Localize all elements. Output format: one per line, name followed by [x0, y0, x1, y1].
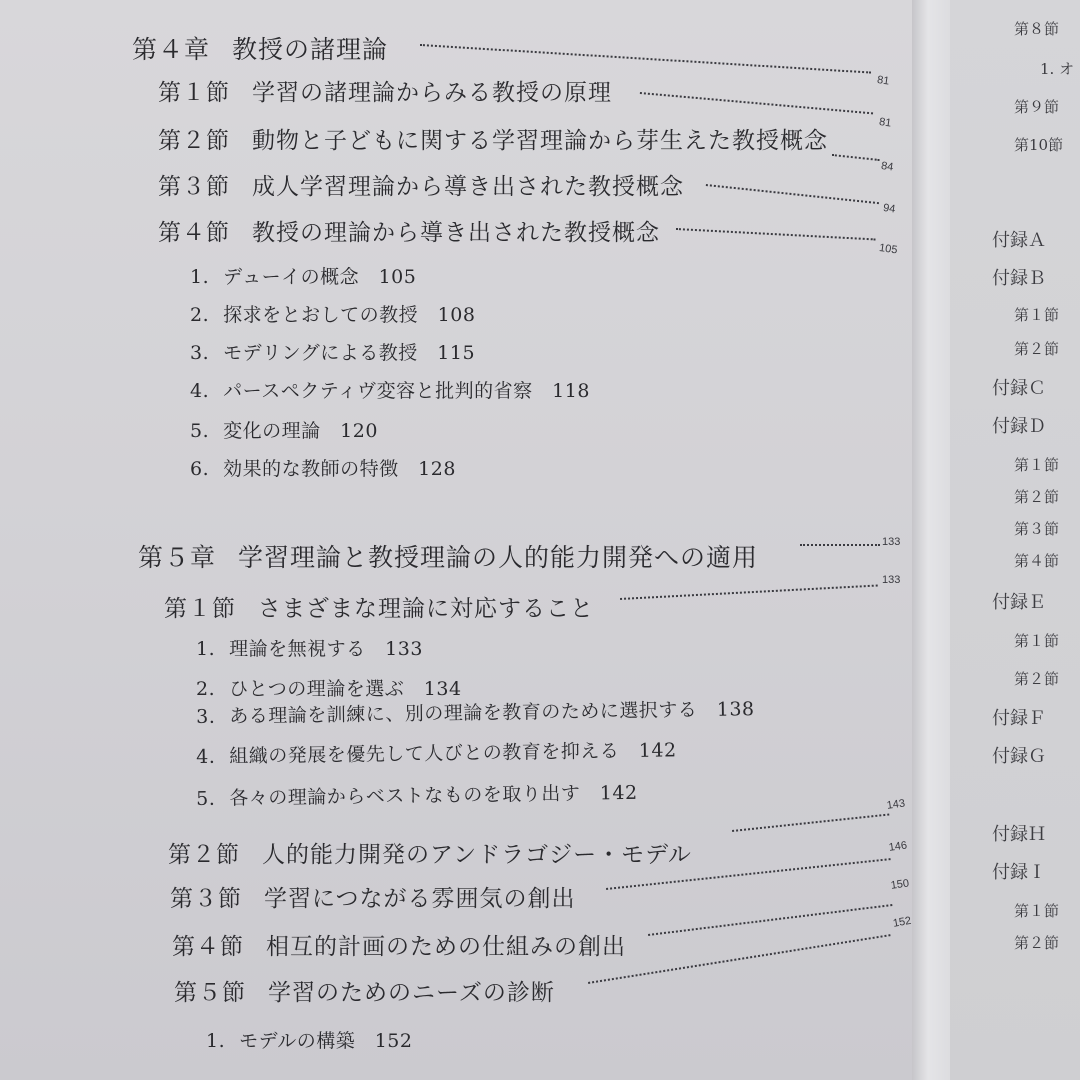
right-entry: 第１節	[1014, 902, 1060, 920]
chapter-4-heading	[132, 30, 388, 66]
right-entry: 第２節	[1014, 488, 1060, 506]
right-entry: 付録Ｆ	[992, 708, 1046, 729]
list-item	[196, 634, 423, 661]
right-entry: 付録Ａ	[992, 230, 1046, 251]
item-number: 6.	[190, 458, 210, 480]
right-entry: 第８節	[1014, 20, 1060, 38]
ch5-section-5	[174, 974, 555, 1007]
item-text: 変化の理論 120	[223, 420, 378, 442]
item-text: 理論を無視する 133	[229, 638, 423, 660]
page-number: 152	[892, 914, 913, 930]
list-item	[190, 338, 475, 365]
section-title: 動物と子どもに関する学習理論から芽生えた教授概念	[252, 128, 828, 154]
ch4-section-3	[158, 168, 684, 201]
ch4-section-2	[158, 122, 828, 155]
ch4-section-1	[158, 74, 612, 107]
item-number: 3.	[190, 342, 210, 364]
list-item	[190, 454, 456, 481]
section-label: 第３節	[170, 886, 242, 912]
list-item	[196, 674, 462, 701]
right-entry: 付録Ｃ	[992, 378, 1046, 399]
dot-leader	[832, 154, 880, 161]
chapter-5-title: 学習理論と教授理論の人的能力開発への適用	[238, 543, 759, 572]
item-text: モデリングによる教授 115	[223, 342, 476, 364]
section-title: 相互的計画のための仕組みの創出	[266, 934, 626, 960]
right-entry: 付録Ｄ	[992, 416, 1046, 437]
right-entry: 付録Ｇ	[992, 746, 1046, 767]
list-item	[190, 300, 475, 327]
item-text: ある理論を訓練に、別の理論を教育のために選択する 138	[229, 698, 755, 728]
section-title: 人的能力開発のアンドラゴジー・モデル	[262, 842, 692, 868]
right-page	[950, 0, 1080, 1080]
book-gutter	[912, 0, 952, 1080]
section-title: さまざまな理論に対応すること	[258, 596, 594, 622]
section-label: 第２節	[158, 128, 230, 154]
dot-leader	[588, 934, 891, 984]
dot-leader	[620, 584, 878, 599]
right-entry: 第４節	[1014, 552, 1060, 570]
item-number: 1.	[206, 1030, 226, 1052]
page-number: 105	[878, 242, 899, 257]
item-text: 各々の理論からベストなものを取り出す 142	[229, 781, 638, 810]
section-title: 成人学習理論から導き出された教授概念	[252, 174, 684, 200]
dot-leader	[420, 44, 871, 74]
dot-leader	[706, 184, 879, 204]
page-number: 84	[880, 160, 895, 174]
chapter-5-heading	[138, 538, 758, 574]
right-entry: 第１節	[1014, 306, 1060, 324]
dot-leader	[732, 813, 889, 832]
right-entry: 付録Ｉ	[992, 862, 1046, 883]
item-number: 1.	[190, 266, 210, 288]
right-entry: 第３節	[1014, 520, 1060, 538]
item-number: 4.	[196, 745, 216, 768]
item-number: 1.	[196, 638, 216, 660]
item-number: 2.	[190, 304, 210, 326]
list-item	[190, 416, 378, 443]
section-title: 学習につながる雰囲気の創出	[264, 886, 576, 912]
page-number: 81	[876, 74, 891, 88]
list-item	[196, 735, 677, 769]
right-entry: 第２節	[1014, 340, 1060, 358]
list-item	[206, 1026, 412, 1053]
chapter-5-label: 第５章	[138, 543, 217, 572]
page-number: 143	[886, 797, 906, 812]
dot-leader	[800, 544, 880, 546]
section-label: 第２節	[168, 842, 240, 868]
chapter-4-label: 第４章	[132, 35, 211, 64]
page-number: 146	[888, 839, 908, 854]
section-title: 学習のためのニーズの診断	[268, 980, 555, 1006]
item-text: 組織の発展を優先して人びとの教育を抑える 142	[229, 739, 677, 768]
item-text: 探求をとおしての教授 108	[223, 304, 476, 326]
ch4-section-4	[158, 214, 660, 247]
chapter-4-title: 教授の諸理論	[232, 35, 389, 64]
right-entry: 付録Ｅ	[992, 592, 1046, 613]
right-entry: 第１節	[1014, 632, 1060, 650]
item-text: モデルの構築 152	[239, 1030, 413, 1052]
list-item	[190, 262, 416, 289]
page-number: 94	[882, 202, 897, 216]
item-text: パースペクティヴ変容と批判的省察 118	[223, 380, 590, 402]
item-text: デューイの概念 105	[223, 266, 417, 288]
ch5-section-3	[170, 880, 576, 913]
section-label: 第１節	[158, 80, 230, 106]
right-entry: 第２節	[1014, 934, 1060, 952]
item-text: 効果的な教師の特徴 128	[223, 458, 456, 480]
section-label: 第３節	[158, 174, 230, 200]
section-label: 第５節	[174, 980, 246, 1006]
section-title: 学習の諸理論からみる教授の原理	[252, 80, 612, 106]
item-number: 2.	[196, 678, 216, 700]
ch5-section-4	[172, 928, 626, 961]
page-number: 150	[890, 877, 910, 892]
item-text: ひとつの理論を選ぶ 134	[229, 678, 462, 700]
right-entry: 第２節	[1014, 670, 1060, 688]
item-number: 3.	[196, 705, 216, 728]
dot-leader	[648, 904, 892, 936]
right-entry: 第10節	[1014, 136, 1064, 154]
section-label: 第４節	[172, 934, 244, 960]
list-item	[196, 778, 638, 811]
page-number: 81	[878, 116, 893, 130]
section-label: 第４節	[158, 220, 230, 246]
ch5-section-2	[168, 836, 692, 869]
section-label: 第１節	[164, 596, 236, 622]
right-entry: 付録Ｂ	[992, 268, 1046, 289]
page-number: 133	[882, 536, 901, 548]
right-entry: 第１節	[1014, 456, 1060, 474]
item-number: 5.	[196, 787, 216, 810]
section-title: 教授の理論から導き出された教授概念	[252, 220, 660, 246]
right-entry: 付録Ｈ	[992, 824, 1046, 845]
item-number: 4.	[190, 380, 210, 402]
page-number: 133	[882, 574, 901, 586]
right-entry: 1. オ	[1040, 60, 1075, 78]
right-entry: 第９節	[1014, 98, 1060, 116]
dot-leader	[640, 92, 873, 114]
dot-leader	[676, 228, 876, 240]
ch5-section-1	[164, 590, 594, 623]
list-item	[190, 376, 590, 403]
item-number: 5.	[190, 420, 210, 442]
